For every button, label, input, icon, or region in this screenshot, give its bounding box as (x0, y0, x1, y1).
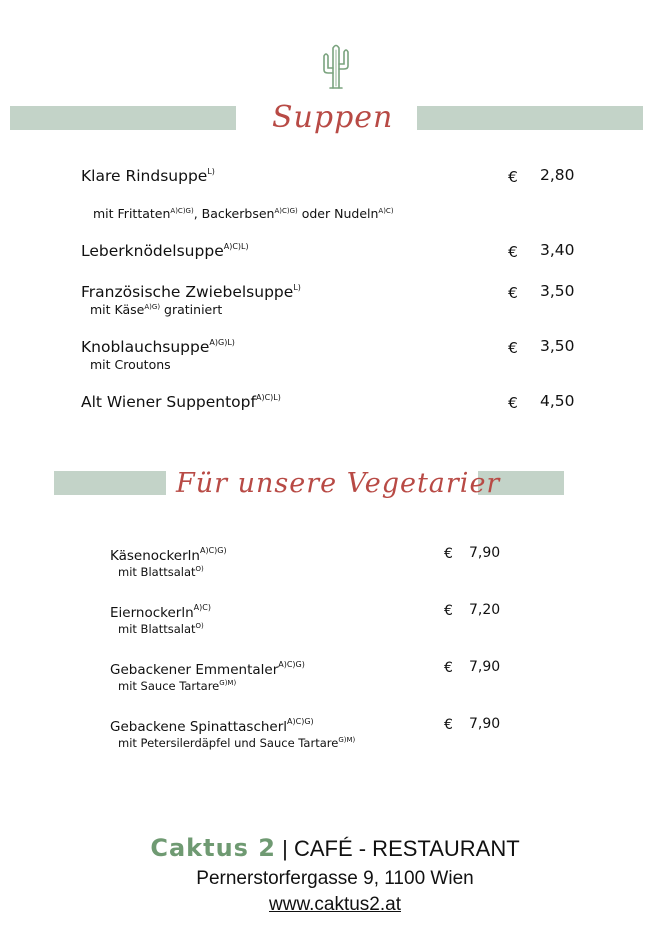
menu-item-price: 7,90 (469, 716, 501, 732)
currency-symbol: € (508, 284, 518, 302)
address: Pernerstorfergasse 9, 1100 Wien (196, 868, 474, 889)
currency-symbol: € (508, 243, 518, 261)
cactus-icon (322, 40, 350, 92)
brand-logo: Caktus 2 (150, 834, 276, 862)
menu-item-leberknoedelsuppe: Leberknödelsuppe$^{A)C)L)}$ (81, 242, 249, 260)
menu-item-zwiebelsuppe: Französische Zwiebelsuppe$^{L)}$ (81, 283, 301, 301)
menu-item-price: 3,50 (540, 337, 575, 355)
section-divider-left (54, 471, 166, 495)
website-link[interactable]: www.caktus2.at (269, 894, 401, 915)
currency-symbol: € (444, 603, 453, 619)
menu-item-description: mit Frittaten$^{A)C)G)}$, Backerbsen$^{A)C)G)}$ oder Nudeln$^{A)C)}$ (93, 206, 394, 221)
menu-item-price: 2,80 (540, 166, 575, 184)
footer-separator: | (276, 836, 294, 861)
menu-item-description: mit Croutons (90, 357, 171, 372)
menu-item-eiernockerln: Eiernockerln$^{A)C)}$ (110, 603, 211, 621)
menu-item-emmentaler: Gebackener Emmentaler$^{A)C)G)}$ (110, 660, 305, 678)
menu-item-klare-rindsuppe: Klare Rindsuppe$^{L)}$ (81, 167, 215, 185)
menu-item-price: 7,90 (469, 545, 501, 561)
menu-item-price: 7,90 (469, 659, 501, 675)
menu-item-description: mit Blattsalat$^{O)}$ (118, 565, 204, 579)
currency-symbol: € (508, 394, 518, 412)
menu-item-knoblauchsuppe: Knoblauchsuppe$^{A)G)L)}$ (81, 338, 235, 356)
currency-symbol: € (508, 168, 518, 186)
footer-brand-line (0, 834, 670, 862)
currency-symbol: € (444, 660, 453, 676)
menu-item-price: 4,50 (540, 392, 575, 410)
currency-symbol: € (508, 339, 518, 357)
section-divider-right (417, 106, 643, 130)
section-title-suppen: Suppen (272, 100, 394, 135)
menu-item-price: 7,20 (469, 602, 501, 618)
menu-item-kaesenockerln: Käsenockerln$^{A)C)G)}$ (110, 546, 227, 564)
section-divider-left (10, 106, 236, 130)
currency-symbol: € (444, 717, 453, 733)
menu-item-description: mit Petersilerdäpfel und Sauce Tartare$^{G)M)}$ (118, 736, 356, 750)
menu-item-price: 3,50 (540, 282, 575, 300)
restaurant-label: CAFÉ - RESTAURANT (293, 836, 520, 861)
menu-item-description: mit Sauce Tartare$^{G)M)}$ (118, 679, 237, 693)
website-container (0, 894, 670, 916)
menu-item-description: mit Käse$^{A)G)}$ gratiniert (90, 302, 223, 317)
menu-item-suppentopf: Alt Wiener Suppentopf$^{A)C)L)}$ (81, 393, 281, 411)
currency-symbol: € (444, 546, 453, 562)
menu-item-spinattascherl: Gebackene Spinattascherl$^{A)C)G)}$ (110, 717, 314, 735)
menu-item-description: mit Blattsalat$^{O)}$ (118, 622, 204, 636)
section-title-vegetarier: Für unsere Vegetarier (176, 468, 501, 499)
menu-item-price: 3,40 (540, 241, 575, 259)
